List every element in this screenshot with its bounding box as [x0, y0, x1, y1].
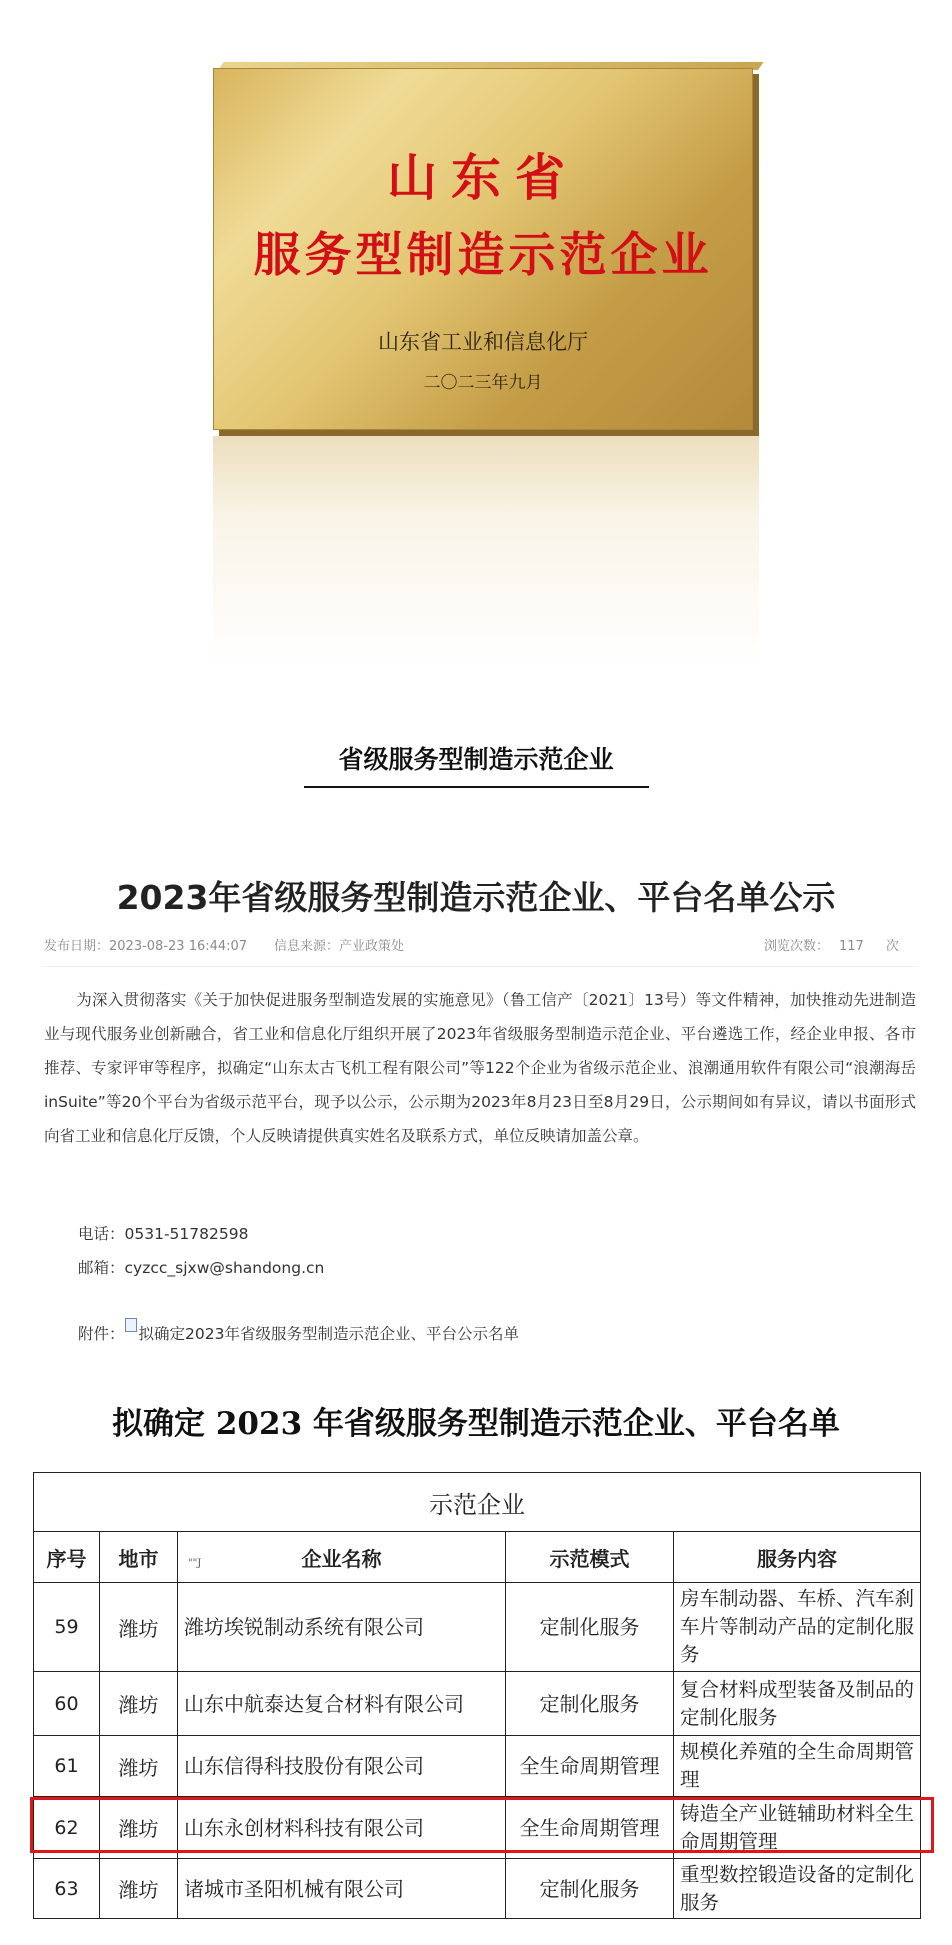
meta-divider: [44, 966, 916, 967]
section-underline: [304, 786, 649, 788]
published-value: 2023-08-23 16:44:07: [109, 939, 248, 954]
row-city: 潍坊: [100, 1736, 178, 1797]
header-city: 地市: [100, 1532, 178, 1583]
row-company: 潍坊埃锐制动系统有限公司: [178, 1583, 506, 1672]
row-content: 复合材料成型装备及制品的定制化服务: [674, 1672, 921, 1736]
row-mode: 全生命周期管理: [506, 1797, 674, 1859]
published-date: [44, 935, 247, 954]
published-label: 发布日期：: [44, 939, 110, 954]
list-title: 拟确定 2023 年省级服务型制造示范企业、平台名单: [112, 1406, 840, 1442]
row-no: 62: [34, 1797, 100, 1859]
views-label: 浏览次数：: [764, 939, 830, 954]
phone-label: 电话：: [78, 1225, 125, 1243]
row-content: 规模化养殖的全生命周期管理: [674, 1736, 921, 1797]
table-row: [34, 1736, 921, 1797]
plaque-honor-title: 服务型制造示范企业: [253, 228, 713, 283]
row-mode: 定制化服务: [506, 1859, 674, 1919]
row-no: 61: [34, 1736, 100, 1797]
row-mode: 定制化服务: [506, 1583, 674, 1672]
attachment-label: 附件：: [78, 1325, 125, 1343]
table-row: [34, 1859, 921, 1919]
row-content: 铸造全产业链辅助材料全生命周期管理: [674, 1797, 921, 1859]
header-company: [178, 1532, 506, 1583]
row-company: 山东信得科技股份有限公司: [178, 1736, 506, 1797]
email-label: 邮箱：: [78, 1259, 125, 1277]
plaque-issuer: 山东省工业和信息化厅: [378, 330, 588, 354]
row-mode: 定制化服务: [506, 1672, 674, 1736]
table-header-row: [34, 1532, 921, 1583]
header-company-label: 企业名称: [301, 1546, 382, 1571]
views-unit: 次: [885, 939, 899, 954]
section-title: 省级服务型制造示范企业: [338, 745, 614, 774]
plaque-province: 山东省: [387, 148, 579, 207]
row-no: 59: [34, 1583, 100, 1672]
source-label: 信息来源：: [274, 939, 340, 954]
views-value: 117: [839, 939, 864, 954]
attachment-link[interactable]: 拟确定2023年省级服务型制造示范企业、平台公示名单: [138, 1325, 519, 1343]
gold-plaque: [213, 68, 753, 430]
contact-phone: [78, 1222, 248, 1244]
row-content: 重型数控锻造设备的定制化服务: [674, 1859, 921, 1919]
announcement-body-text: 为深入贯彻落实《关于加快促进服务型制造发展的实施意见》（鲁工信产〔2021〕13号）等文件精神，加快推动先进制造业与现代服务业创新融合，省工业和信息化厅组织开展了2023年省级服务型制造示范企业、平台遴选工作，经企业申报、各市推荐、专家评审等程序，拟确定“山东太古飞机工程有限公司”等122个企业为省级示范企业、浪潮通用软件有限公司“浪潮海岳inSuite”等20个平台为省级示范平台，现予以公示，公示期为2023年8月23日至8月29日，公示期间如有异议，请以书面形式向省工业和信息化厅反馈，个人反映请提供真实姓名及联系方式，单位反映请加盖公章。: [44, 991, 916, 1145]
row-city: 潍坊: [100, 1583, 178, 1672]
email-value: cyzcc_sjxw@shandong.cn: [124, 1259, 325, 1277]
table-row: [34, 1672, 921, 1736]
source-value: 产业政策处: [339, 939, 405, 954]
row-content: 房车制动器、车桥、汽车刹车片等制动产品的定制化服务: [674, 1583, 921, 1672]
row-company: 山东永创材料科技有限公司: [178, 1797, 506, 1859]
row-no: 63: [34, 1859, 100, 1919]
table-caption: 示范企业: [34, 1473, 921, 1532]
row-city: 潍坊: [100, 1672, 178, 1736]
header-mode: 示范模式: [506, 1532, 674, 1583]
row-mode: 全生命周期管理: [506, 1736, 674, 1797]
row-62-highlight-box: [30, 1797, 934, 1853]
row-company: 诸城市圣阳机械有限公司: [178, 1859, 506, 1919]
attachment-row: [78, 1322, 519, 1344]
plaque-reflection: [213, 436, 759, 666]
header-content: 服务内容: [674, 1532, 921, 1583]
document-icon: [125, 1318, 137, 1332]
announcement-title: 2023年省级服务型制造示范企业、平台名单公示: [116, 878, 836, 917]
plaque-date: 二〇二三年九月: [423, 373, 543, 393]
header-no: 序号: [34, 1532, 100, 1583]
row-no: 60: [34, 1672, 100, 1736]
row-company: 山东中航泰达复合材料有限公司: [178, 1672, 506, 1736]
info-source: [274, 935, 404, 954]
view-count: [764, 935, 899, 954]
stray-mark: ""J: [188, 1558, 202, 1569]
row-city: 潍坊: [100, 1797, 178, 1859]
announcement-body: [44, 983, 916, 1153]
phone-value: 0531-51782598: [124, 1225, 249, 1243]
contact-email: [78, 1256, 324, 1278]
row-city: 潍坊: [100, 1859, 178, 1919]
table-row: [34, 1583, 921, 1672]
